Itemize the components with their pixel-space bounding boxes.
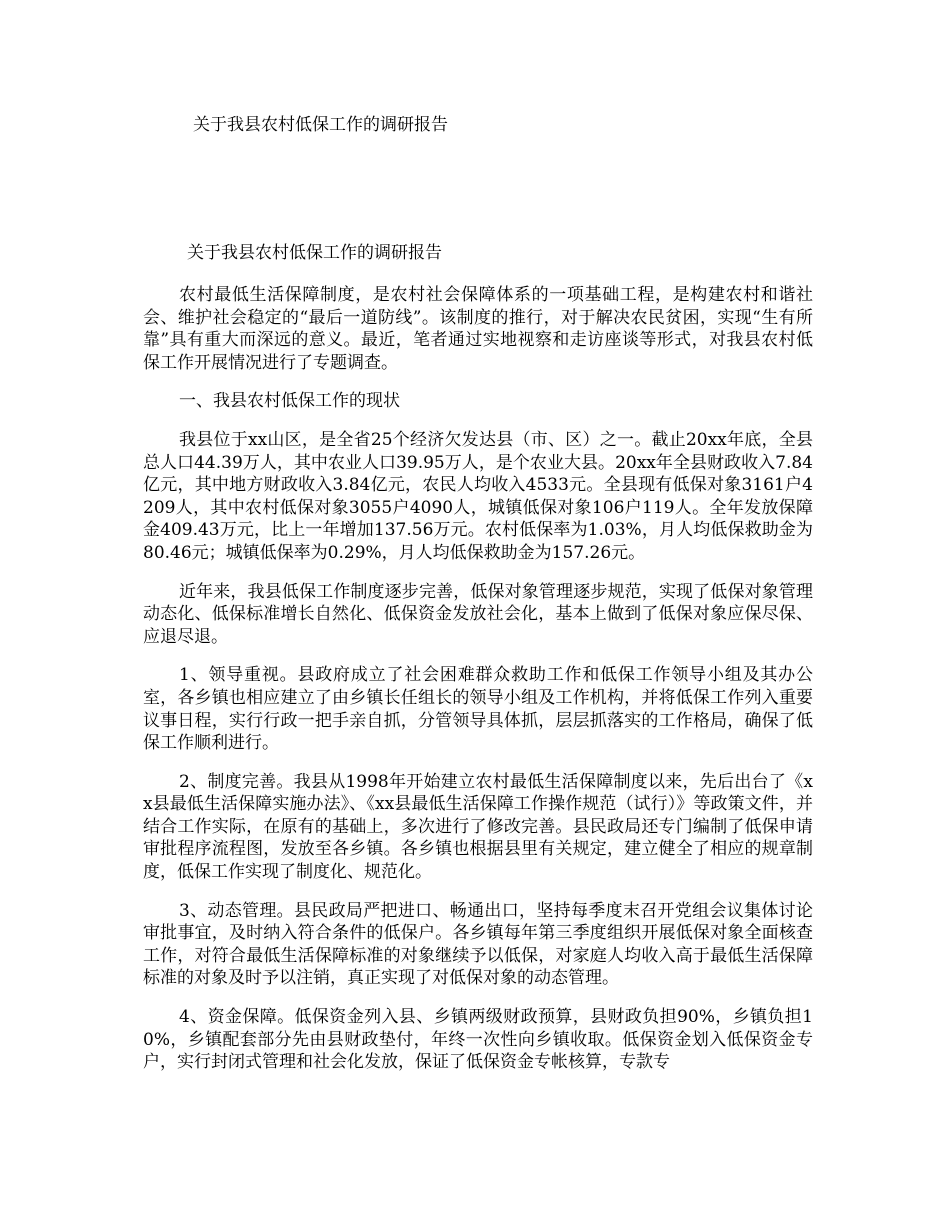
- document-title: 关于我县农村低保工作的调研报告: [187, 243, 442, 263]
- paragraph-status: 我县位于xx山区，是全省25个经济欠发达县（市、区）之一。截止20xx年底，全县总人口44.39万人，其中农业人口39.95万人，是个农业大县。20xx年全县财政收入7.84亿元，其中地方财政收入3.84亿元，农民人均收入4533元。全县现有低保对象3161户4209人，其中农村低保对象3055户4090人，城镇低保对象106户119人。全年发放保障金409.43万元，比上一年增加137.56万元。农村低保率为1.03%，月人均低保救助金为80.46元；城镇低保率为0.29%，月人均低保救助金为157.26元。: [143, 429, 813, 563]
- paragraph-intro: 农村最低生活保障制度，是农村社会保障体系的一项基础工程，是构建农村和谐社会、维护社会稳定的“最后一道防线”。该制度的推行，对于解决农民贫困，实现“生有所靠”具有重大而深远的意义。最近，笔者通过实地视察和走访座谈等形式，对我县农村低保工作开展情况进行了专题调查。: [143, 285, 813, 373]
- paragraph-leadership: 1、领导重视。县政府成立了社会困难群众救助工作和低保工作领导小组及其办公室，各乡镇也相应建立了由乡镇长任组长的领导小组及工作机构，并将低保工作列入重要议事日程，实行行政一把手亲自抓，分管领导具体抓，层层抓落实的工作格局，确保了低保工作顺利进行。: [143, 665, 813, 754]
- document-body: [143, 240, 813, 1090]
- paragraph-system: 2、制度完善。我县从1998年开始建立农村最低生活保障制度以来，先后出台了《xx县最低生活保障实施办法》、《xx县最低生活保障工作操作规范（试行）》等政策文件，并结合工作实际，在原有的基础上，多次进行了修改完善。县民政局还专门编制了低保申请审批程序流程图，发放至各乡镇。各乡镇也根据县里有关规定，建立健全了相应的规章制度，低保工作实现了制度化、规范化。: [143, 771, 813, 883]
- header-title: 关于我县农村低保工作的调研报告: [193, 115, 448, 135]
- paragraph-recent-years: 近年来，我县低保工作制度逐步完善，低保对象管理逐步规范，实现了低保对象管理动态化、低保标准增长自然化、低保资金发放社会化，基本上做到了低保对象应保尽保、应退尽退。: [143, 581, 813, 647]
- section-heading-status: 一、我县农村低保工作的现状: [179, 391, 400, 412]
- paragraph-funding: 4、资金保障。低保资金列入县、乡镇两级财政预算，县财政负担90%，乡镇负担10%，乡镇配套部分先由县财政垫付，年终一次性向乡镇收取。低保资金划入低保资金专户，实行封闭式管理和社会化发放，保证了低保资金专帐核算，专款专: [143, 1007, 813, 1073]
- paragraph-dynamic-management: 3、动态管理。县民政局严把进口、畅通出口，坚持每季度末召开党组会议集体讨论审批事宜，及时纳入符合条件的低保户。各乡镇每年第三季度组织开展低保对象全面核查工作，对符合最低生活保障标准的对象继续予以低保，对家庭人均收入高于最低生活保障标准的对象及时予以注销，真正实现了对低保对象的动态管理。: [143, 900, 813, 989]
